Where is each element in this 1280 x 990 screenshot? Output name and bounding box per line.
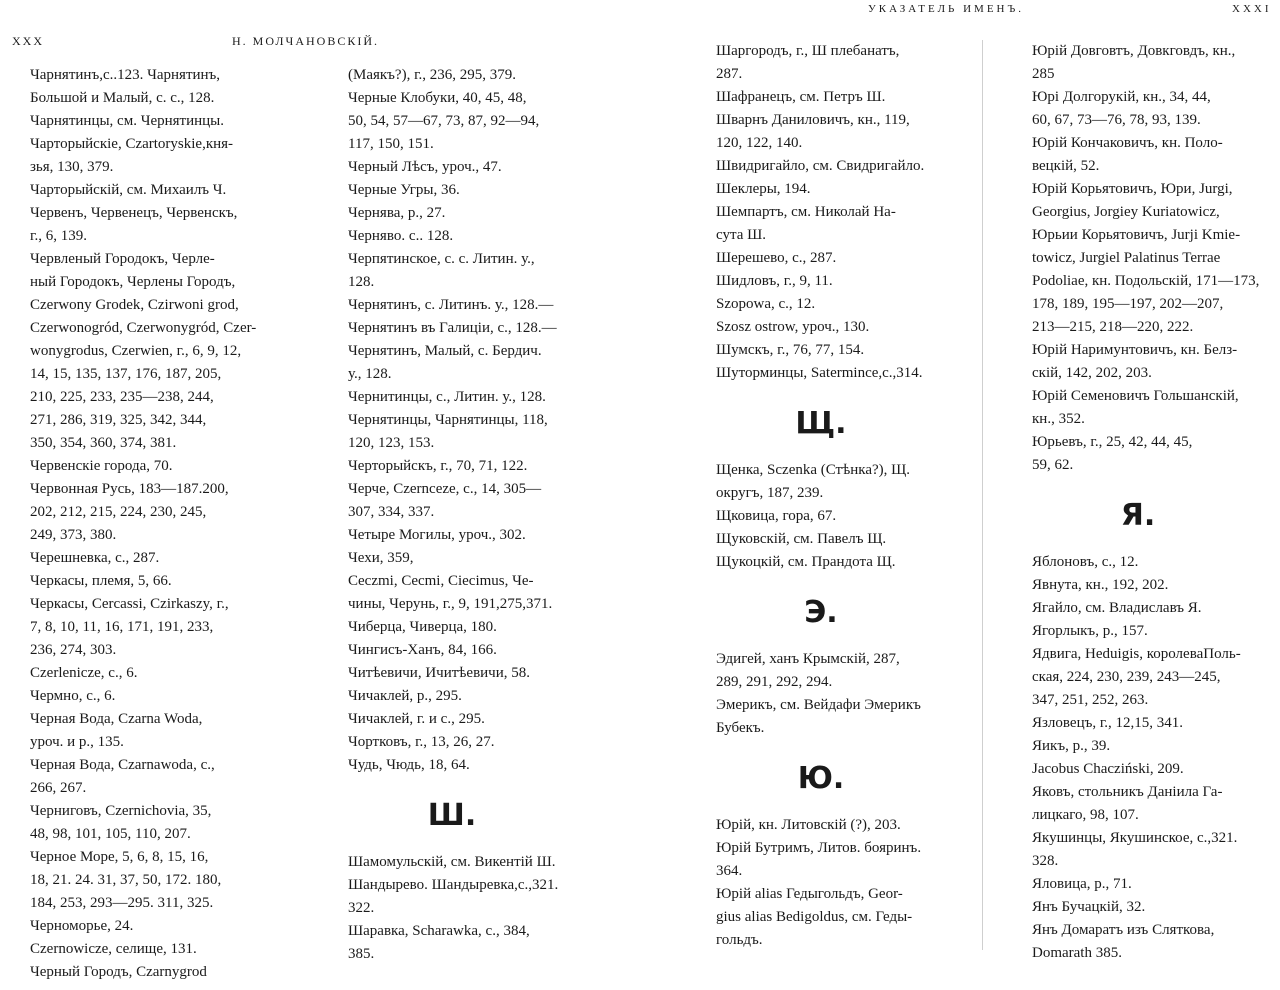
index-entry <box>1010 896 1266 919</box>
index-column-2 <box>326 64 578 966</box>
entry-line: Яловица, р., 71. <box>1032 876 1132 892</box>
index-entry <box>326 524 578 547</box>
entry-line: 213—215, 218—220, 222. <box>1032 319 1194 335</box>
index-entry <box>8 570 260 593</box>
entry-line: Шаравка, Scharawka, с., 384, <box>348 923 530 939</box>
right-page <box>640 0 1280 990</box>
index-entry <box>326 851 578 874</box>
entry-line: Юрій Бутримъ, Литов. бояринъ. <box>716 840 922 856</box>
entry-line: Domarath 385. <box>1032 945 1122 961</box>
entry-line: Czerwony Grodek, Czirwoni grod, <box>30 297 239 313</box>
entry-line: скій, 142, 202, 203. <box>1032 365 1152 381</box>
entry-line: Чарнятинъ,с..123. Чарнятинъ, <box>30 67 221 83</box>
entry-line: Черные Клобуки, 40, 45, 48, <box>348 90 527 106</box>
entry-line: Юрій alias Гедыгольдъ, Geor- <box>716 886 903 902</box>
entry-line: Червенскіе города, 70. <box>30 458 173 474</box>
entry-line: 236, 274, 303. <box>30 642 117 658</box>
entry-line: Щуковскій, см. Павелъ Щ. <box>716 531 887 547</box>
index-entry <box>8 846 260 915</box>
index-entry <box>8 64 260 110</box>
entry-line: Ядвига, Heduigis, королеваПоль- <box>1032 646 1241 662</box>
entry-line: 210, 225, 233, 235—238, 244, <box>30 389 214 405</box>
index-entry <box>1010 551 1266 574</box>
entry-line: зья, 130, 379. <box>30 159 114 175</box>
entry-line: Большой и Малый, с. с., 128. <box>30 90 215 106</box>
entry-line: Язловецъ, г., 12,15, 341. <box>1032 715 1184 731</box>
index-entry <box>8 547 260 570</box>
entry-line: сута Ш. <box>716 227 766 243</box>
entry-line: Читѣевичи, Ичитѣевичи, 58. <box>348 665 531 681</box>
index-entry <box>8 455 260 478</box>
section-letter-heading: Я. <box>1120 498 1156 533</box>
entry-line: Червенъ, Червенецъ, Червенскъ, <box>30 205 238 221</box>
index-entry <box>694 814 948 837</box>
entry-line: Якушинцы, Якушинское, с.,321. <box>1032 830 1238 846</box>
column-divider <box>982 40 983 950</box>
index-entry <box>1010 919 1266 965</box>
entry-line: Czerlenicze, с., 6. <box>30 665 138 681</box>
entry-line: Шеклеры, 194. <box>716 181 811 197</box>
index-entry <box>8 662 260 685</box>
entry-line: Черче, Czernceze, с., 14, 305— <box>348 481 542 497</box>
index-entry <box>694 316 948 339</box>
index-entry <box>1010 132 1266 178</box>
entry-line: 120, 123, 153. <box>348 435 435 451</box>
index-entry <box>1010 873 1266 896</box>
index-entry <box>1010 597 1266 620</box>
entry-line: Черниговъ, Czernichovia, 35, <box>30 803 212 819</box>
entry-line: 328. <box>1032 853 1059 869</box>
entry-line: Чудь, Чюдь, 18, 64. <box>348 757 470 773</box>
entry-line: 347, 251, 252, 263. <box>1032 692 1149 708</box>
entry-line: Червленый Городокъ, Черле- <box>30 251 215 267</box>
entry-line: 60, 67, 73—76, 78, 93, 139. <box>1032 112 1201 128</box>
entry-line: Чернятинъ въ Галиціи, с., 128.— <box>348 320 557 336</box>
entry-line: Чортковъ, г., 13, 26, 27. <box>348 734 495 750</box>
index-entry <box>326 64 578 87</box>
index-column-4 <box>1010 40 1266 965</box>
entry-line: Яковъ, стольникъ Даніила Га- <box>1032 784 1223 800</box>
entry-line: Чингисъ-Ханъ, 84, 166. <box>348 642 497 658</box>
entry-line: 266, 267. <box>30 780 87 796</box>
entry-line: wonygrodus, Czerwien, г., 6, 9, 12, <box>30 343 242 359</box>
entry-line: Черноморье, 24. <box>30 918 134 934</box>
index-entry <box>1010 574 1266 597</box>
index-entry <box>1010 643 1266 712</box>
entry-line: Юрій Наримунтовичъ, кн. Белз- <box>1032 342 1238 358</box>
entry-line: 59, 62. <box>1032 457 1074 473</box>
entry-line: 48, 98, 101, 105, 110, 207. <box>30 826 191 842</box>
entry-line: 7, 8, 10, 11, 16, 171, 191, 233, <box>30 619 214 635</box>
index-entry <box>694 459 948 505</box>
entry-line: Юрьевъ, г., 25, 42, 44, 45, <box>1032 434 1193 450</box>
entry-line: Шаргородъ, г., Ш плебанатъ, <box>716 43 900 59</box>
index-entry <box>8 133 260 179</box>
index-entry <box>8 800 260 846</box>
entry-line: Явнута, кн., 192, 202. <box>1032 577 1169 593</box>
index-entry <box>1010 735 1266 758</box>
index-entry <box>694 178 948 201</box>
page-number: XXX <box>12 34 44 48</box>
entry-line: Jacobus Chacziński, 209. <box>1032 761 1184 777</box>
index-entry <box>326 87 578 156</box>
index-entry <box>326 179 578 202</box>
index-entry <box>8 685 260 708</box>
entry-line: Шумскъ, г., 76, 77, 154. <box>716 342 865 358</box>
index-entry <box>8 110 260 133</box>
entry-line: Черные Угры, 36. <box>348 182 460 198</box>
entry-line: Чарторыйскіе, Czartoryskie,кня- <box>30 136 234 152</box>
section-letter-heading: Щ. <box>795 406 847 441</box>
index-entry <box>8 754 260 800</box>
entry-line: Чарторыйскій, см. Михаилъ Ч. <box>30 182 227 198</box>
entry-line: Щковица, гора, 67. <box>716 508 837 524</box>
index-entry <box>326 478 578 524</box>
entry-line: Ягорлыкъ, р., 157. <box>1032 623 1148 639</box>
entry-line: гольдъ. <box>716 932 763 948</box>
entry-line: Черешневка, с., 287. <box>30 550 160 566</box>
index-entry <box>694 109 948 155</box>
index-entry <box>326 225 578 248</box>
entry-line: чины, Черунь, г., 9, 191,275,371. <box>348 596 553 612</box>
entry-line: towicz, Jurgiel Palatinus Terrae <box>1032 250 1221 266</box>
entry-line: Ягайло, см. Владиславъ Я. <box>1032 600 1202 616</box>
index-entry <box>1010 431 1266 477</box>
entry-line: Юрій Довговтъ, Довкговдъ, кн., <box>1032 43 1236 59</box>
index-entry <box>694 648 948 694</box>
index-entry <box>1010 86 1266 132</box>
section-letter-heading: Ю. <box>797 761 845 796</box>
entry-line: Швидригайло, см. Свидригайло. <box>716 158 925 174</box>
entry-line: округъ, 187, 239. <box>716 485 824 501</box>
entry-line: лицкаго, 98, 107. <box>1032 807 1139 823</box>
entry-line: 14, 15, 135, 137, 176, 187, 205, <box>30 366 222 382</box>
index-entry <box>1010 178 1266 339</box>
index-entry <box>8 593 260 662</box>
index-entry <box>694 270 948 293</box>
entry-line: Юрій Корьятовичъ, Юри, Jurgi, <box>1032 181 1233 197</box>
entry-line: Яикъ, р., 39. <box>1032 738 1111 754</box>
index-entry <box>326 455 578 478</box>
entry-line: Podoliae, кн. Подольскій, 171—173, <box>1032 273 1260 289</box>
entry-line: Червонная Русь, 183—187.200, <box>30 481 229 497</box>
entry-line: gius alias Bedigoldus, см. Геды- <box>716 909 913 925</box>
index-entry <box>694 551 948 574</box>
entry-line: 249, 373, 380. <box>30 527 117 543</box>
index-entry <box>326 639 578 662</box>
entry-line: Черное Море, 5, 6, 8, 15, 16, <box>30 849 209 865</box>
entry-line: Чернятинцы, Чарнятинцы, 118, <box>348 412 548 428</box>
entry-line: 289, 291, 292, 294. <box>716 674 833 690</box>
entry-line: Чернявo. с.. 128. <box>348 228 454 244</box>
index-entry <box>1010 758 1266 781</box>
entry-line: 385. <box>348 946 375 962</box>
page-number: XXXI <box>1232 3 1272 15</box>
index-entry <box>694 293 948 316</box>
index-entry <box>326 409 578 455</box>
entry-line: у., 128. <box>348 366 392 382</box>
index-column-1 <box>8 64 260 984</box>
index-entry <box>326 156 578 179</box>
entry-line: 178, 189, 195—197, 202—207, <box>1032 296 1224 312</box>
index-entry <box>1010 781 1266 827</box>
index-entry <box>326 662 578 685</box>
index-entry <box>326 616 578 639</box>
index-entry <box>694 247 948 270</box>
index-entry <box>8 248 260 455</box>
entry-line: Чернитинцы, с., Литин. у., 128. <box>348 389 546 405</box>
entry-line: Юрі Долгорукій, кн., 34, 44, <box>1032 89 1211 105</box>
index-entry <box>326 570 578 616</box>
entry-line: Чермно, с., 6. <box>30 688 116 704</box>
entry-line: вецкій, 52. <box>1032 158 1100 174</box>
index-entry <box>326 685 578 708</box>
entry-line: 50, 54, 57—67, 73, 87, 92—94, <box>348 113 540 129</box>
entry-line: 271, 286, 319, 325, 342, 344, <box>30 412 207 428</box>
entry-line: Черный Городъ, Czarnygrod <box>30 964 207 980</box>
entry-line: г., 6, 139. <box>30 228 87 244</box>
index-column-3 <box>694 40 948 952</box>
section-letter-heading: Ш. <box>427 798 477 833</box>
entry-line: ный Городокъ, Черлены Городъ, <box>30 274 236 290</box>
index-entry <box>8 708 260 754</box>
running-title: Н. МОЛЧАНОВСКІЙ. <box>232 34 380 48</box>
entry-line: Черная Вода, Czarna Woda, <box>30 711 203 727</box>
entry-line: (Маякъ?), г., 236, 295, 379. <box>348 67 517 83</box>
entry-line: 364. <box>716 863 743 879</box>
index-entry <box>694 837 948 883</box>
index-entry <box>8 478 260 547</box>
entry-line: Черторыйскъ, г., 70, 71, 122. <box>348 458 528 474</box>
entry-line: 307, 334, 337. <box>348 504 435 520</box>
entry-line: Чарнятинцы, см. Чернятинцы. <box>30 113 224 129</box>
entry-line: 287. <box>716 66 743 82</box>
entry-line: Юрьии Корьятовичъ, Jurji Kmie- <box>1032 227 1241 243</box>
entry-line: Georgius, Jorgiey Kuriatowicz, <box>1032 204 1220 220</box>
index-entry <box>1010 620 1266 643</box>
entry-line: ская, 224, 230, 239, 243—245, <box>1032 669 1221 685</box>
entry-line: Шварнъ Даниловичъ, кн., 119, <box>716 112 910 128</box>
index-entry <box>326 547 578 570</box>
entry-line: Чернятинъ, с. Литинъ. у., 128.— <box>348 297 554 313</box>
index-entry <box>1010 339 1266 385</box>
index-entry <box>1010 385 1266 431</box>
entry-line: Янъ Бучацкій, 32. <box>1032 899 1146 915</box>
entry-line: Шуторминцы, Satermince,с.,314. <box>716 365 923 381</box>
index-entry <box>326 920 578 966</box>
entry-line: Юрій Кончаковичъ, кн. Поло- <box>1032 135 1223 151</box>
entry-line: Черный Лѣсъ, уроч., 47. <box>348 159 502 175</box>
running-title: УКАЗАТЕЛЬ ИМЕНЪ. <box>868 3 1025 15</box>
entry-line: 322. <box>348 900 375 916</box>
entry-line: Юрій Семеновичъ Гольшанскій, <box>1032 388 1239 404</box>
entry-line: Чехи, 359, <box>348 550 414 566</box>
entry-line: Эмерикъ, см. Вейдафи Эмерикъ <box>716 697 921 713</box>
entry-line: Янъ Домаратъ изъ Сляткова, <box>1032 922 1215 938</box>
entry-line: Бубекъ. <box>716 720 765 736</box>
entry-line: Эдигей, ханъ Крымскій, 287, <box>716 651 900 667</box>
index-entry <box>8 961 260 984</box>
entry-line: Szosz ostrow, уроч., 130. <box>716 319 870 335</box>
index-entry <box>1010 40 1266 86</box>
index-entry <box>694 694 948 740</box>
entry-line: Шемпартъ, см. Николай На- <box>716 204 896 220</box>
index-entry <box>8 915 260 938</box>
entry-line: 350, 354, 360, 374, 381. <box>30 435 177 451</box>
index-entry <box>326 874 578 920</box>
index-entry <box>694 505 948 528</box>
entry-line: Шандырево. Шандыревка,с.,321. <box>348 877 559 893</box>
index-entry <box>8 179 260 202</box>
index-entry <box>326 754 578 777</box>
entry-line: Ceczmi, Cecmi, Ciecimus, Че- <box>348 573 534 589</box>
entry-line: Czernowicze, селище, 131. <box>30 941 197 957</box>
entry-line: Чичаклей, р., 295. <box>348 688 462 704</box>
entry-line: 117, 150, 151. <box>348 136 434 152</box>
section-letter-heading: Э. <box>804 595 838 630</box>
index-entry <box>8 938 260 961</box>
entry-line: Чернява, р., 27. <box>348 205 446 221</box>
entry-line: Четыре Могилы, уроч., 302. <box>348 527 526 543</box>
index-entry <box>326 708 578 731</box>
entry-line: Чернятинъ, Малый, с. Бердич. <box>348 343 542 359</box>
entry-line: Шамомульскій, см. Викентій Ш. <box>348 854 556 870</box>
index-entry <box>694 86 948 109</box>
entry-line: 128. <box>348 274 375 290</box>
entry-line: Щукоцкій, см. Прандота Щ. <box>716 554 896 570</box>
index-entry <box>326 248 578 294</box>
entry-line: 285 <box>1032 66 1055 82</box>
entry-line: Черпятинское, с. с. Литин. у., <box>348 251 535 267</box>
entry-line: Шафранецъ, см. Петръ Ш. <box>716 89 886 105</box>
entry-line: Щенка, Sczenka (Стѣнка?), Щ. <box>716 462 911 478</box>
entry-line: Яблоновъ, с., 12. <box>1032 554 1139 570</box>
index-entry <box>694 339 948 362</box>
index-entry <box>694 201 948 247</box>
index-entry <box>8 202 260 248</box>
entry-line: Czerwonogród, Czerwonygród, Czer- <box>30 320 257 336</box>
index-entry <box>1010 712 1266 735</box>
entry-line: Черкасы, Cercassi, Czirkaszy, г., <box>30 596 229 612</box>
index-entry <box>694 40 948 86</box>
entry-line: Юрій, кн. Литовскій (?), 203. <box>716 817 901 833</box>
entry-line: Чичаклей, г. и с., 295. <box>348 711 485 727</box>
index-entry <box>694 362 948 385</box>
index-entry <box>326 386 578 409</box>
entry-line: Szopowa, с., 12. <box>716 296 816 312</box>
entry-line: Чиберца, Чиверца, 180. <box>348 619 497 635</box>
index-entry <box>694 528 948 551</box>
entry-line: Шидловъ, г., 9, 11. <box>716 273 833 289</box>
index-entry <box>326 202 578 225</box>
index-entry <box>326 731 578 754</box>
entry-line: 202, 212, 215, 224, 230, 245, <box>30 504 207 520</box>
index-entry <box>694 883 948 952</box>
entry-line: кн., 352. <box>1032 411 1085 427</box>
entry-line: уроч. и р., 135. <box>30 734 124 750</box>
entry-line: Шерешево, с., 287. <box>716 250 837 266</box>
entry-line: 18, 21. 24. 31, 37, 50, 172. 180, <box>30 872 222 888</box>
index-entry <box>326 294 578 386</box>
entry-line: 184, 253, 293—295. 311, 325. <box>30 895 214 911</box>
entry-line: Черкасы, племя, 5, 66. <box>30 573 172 589</box>
entry-line: Черная Вода, Czarnawoda, с., <box>30 757 215 773</box>
entry-line: 120, 122, 140. <box>716 135 803 151</box>
index-entry <box>694 155 948 178</box>
index-entry <box>1010 827 1266 873</box>
